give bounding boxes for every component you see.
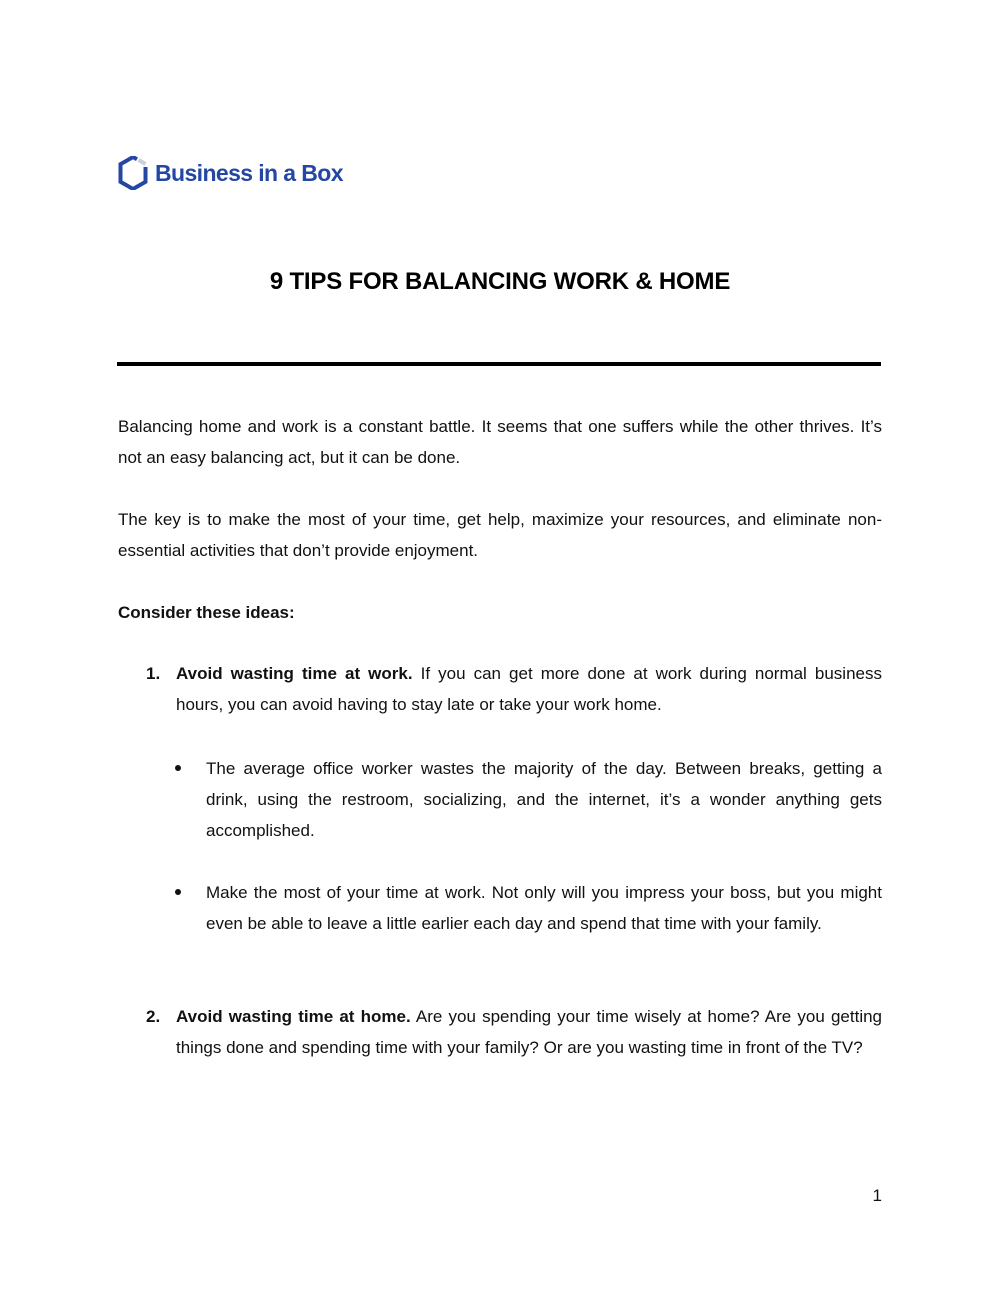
bullet-text: Make the most of your time at work. Not only will you impress your boss, but you might even be able to leave a little earlier each day and spend that time with your family. xyxy=(206,883,882,933)
tip-item-1 xyxy=(146,658,882,720)
business-in-a-box-logo xyxy=(118,156,343,190)
bullet-item xyxy=(174,753,882,846)
page-number: 1 xyxy=(872,1186,882,1205)
title-divider xyxy=(117,362,881,366)
tip-heading: Avoid wasting time at work. xyxy=(176,664,413,683)
tip-body xyxy=(176,1001,882,1063)
hexagon-logo-icon xyxy=(118,156,148,190)
tip-number: 1. xyxy=(146,664,161,683)
intro-paragraph-1: Balancing home and work is a constant battle. It seems that one suffers while the other thrives. It’s not an easy balancing act, but it can be done. xyxy=(118,417,882,467)
page-title: 9 TIPS FOR BALANCING WORK & HOME xyxy=(269,268,731,295)
bullet-item xyxy=(174,877,882,939)
bullet-text: The average office worker wastes the majority of the day. Between breaks, getting a drink, using the restroom, socializing, and the internet, it’s a wonder anything gets accomplished. xyxy=(206,759,882,840)
tip-body xyxy=(176,658,882,720)
tip-number: 2. xyxy=(146,1007,161,1026)
intro-paragraph-2: The key is to make the most of your time, get help, maximize your resources, and eliminate non-essential activities that don’t provide enjoyment. xyxy=(118,510,882,560)
logo-text: Business in a Box xyxy=(155,160,343,186)
tip-text: If you can get more done at work during normal business hours, you can avoid having to stay late or take your work home. xyxy=(176,664,882,714)
tip-item-2 xyxy=(146,1001,882,1063)
tip-text: Are you spending your time wisely at home? Are you getting things done and spending time with your family? Or are you wasting time in front of the TV? xyxy=(176,1007,882,1057)
section-heading: Consider these ideas: xyxy=(118,603,295,622)
tip-heading: Avoid wasting time at home. xyxy=(176,1007,411,1026)
